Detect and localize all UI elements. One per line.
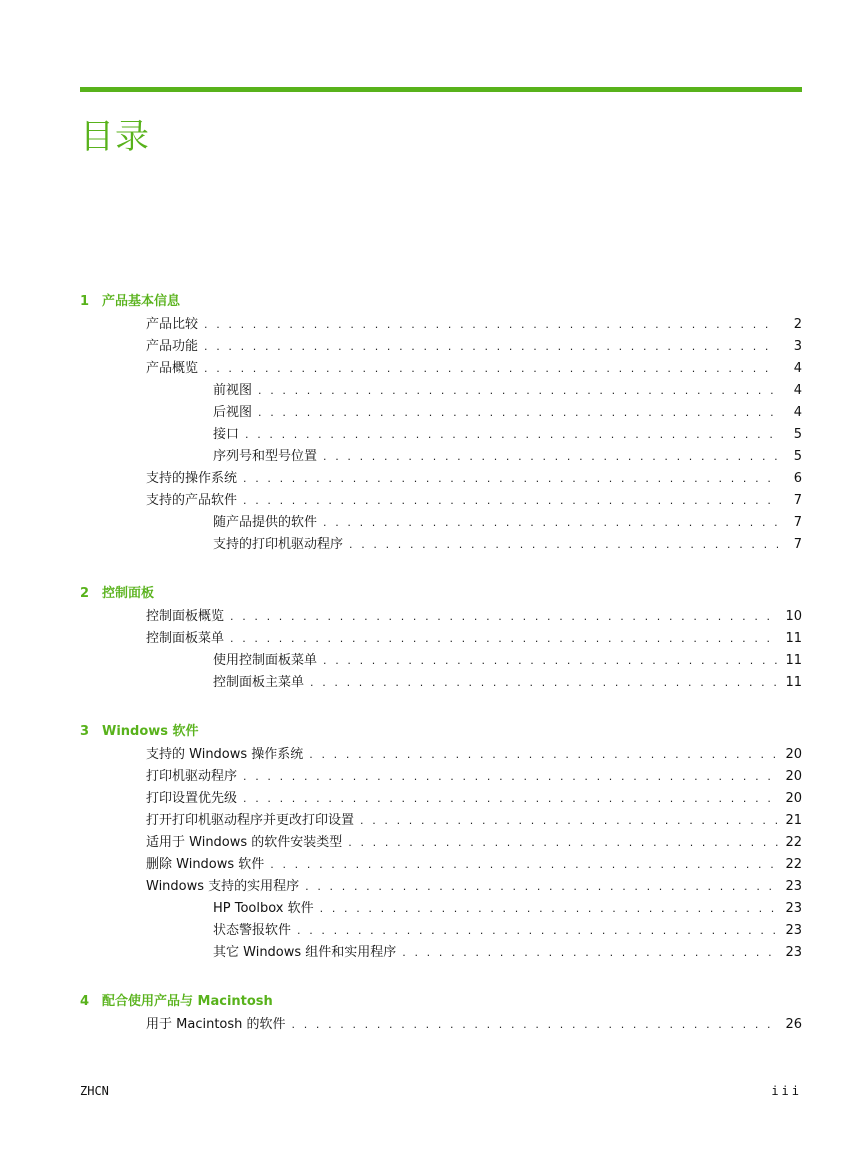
toc-entry-title: 用于 Macintosh 的软件 bbox=[146, 1017, 286, 1032]
dot-leader bbox=[245, 424, 778, 446]
dot-leader bbox=[204, 336, 778, 358]
toc-entry[interactable] bbox=[146, 788, 802, 810]
dot-leader bbox=[349, 534, 778, 556]
dot-leader bbox=[258, 402, 778, 424]
toc-entry-page: 11 bbox=[785, 675, 802, 690]
toc-entry-page: 10 bbox=[785, 609, 802, 624]
toc-entry[interactable] bbox=[213, 650, 802, 672]
toc-entry-title: 接口 bbox=[213, 427, 240, 442]
chapter-heading[interactable] bbox=[80, 290, 868, 314]
toc-entry[interactable] bbox=[146, 358, 802, 380]
dot-leader bbox=[243, 788, 778, 810]
toc-entry[interactable] bbox=[146, 810, 802, 832]
dot-leader bbox=[230, 606, 778, 628]
toc-entry[interactable] bbox=[213, 380, 802, 402]
chapter-heading[interactable] bbox=[80, 990, 868, 1014]
toc-entry[interactable] bbox=[146, 744, 802, 766]
toc-entry-title: 支持的产品软件 bbox=[146, 493, 238, 508]
toc-entry[interactable] bbox=[213, 534, 802, 556]
toc-entry-title: 其它 Windows 组件和实用程序 bbox=[213, 945, 397, 960]
toc-entry[interactable] bbox=[146, 1014, 802, 1036]
toc-entry-page: 22 bbox=[785, 857, 802, 872]
toc-entry-title: 产品概览 bbox=[146, 361, 199, 376]
toc-entry[interactable] bbox=[146, 490, 802, 512]
toc-entry-page: 20 bbox=[785, 791, 802, 806]
toc-entry[interactable] bbox=[146, 766, 802, 788]
toc-chapter bbox=[0, 582, 868, 694]
chapter-heading[interactable] bbox=[80, 720, 868, 744]
dot-leader bbox=[323, 446, 778, 468]
toc-entry[interactable] bbox=[213, 672, 802, 694]
footer-locale: ZHCN bbox=[80, 1084, 109, 1098]
toc-entry-page: 23 bbox=[785, 901, 802, 916]
toc-entry[interactable] bbox=[213, 424, 802, 446]
toc-entry-page: 23 bbox=[785, 923, 802, 938]
chapter-heading[interactable] bbox=[80, 582, 868, 606]
chapter-title: 配合使用产品与 Macintosh bbox=[102, 994, 273, 1009]
dot-leader bbox=[309, 744, 778, 766]
toc-chapter bbox=[0, 990, 868, 1036]
toc-entry-page: 23 bbox=[785, 879, 802, 894]
footer-page-number: iii bbox=[771, 1084, 802, 1098]
toc-entry[interactable] bbox=[146, 832, 802, 854]
toc-entry-page: 7 bbox=[793, 537, 802, 552]
toc-entry-title: 打印设置优先级 bbox=[146, 791, 238, 806]
toc-entry[interactable] bbox=[146, 876, 802, 898]
toc-entry-title: 支持的 Windows 操作系统 bbox=[146, 747, 304, 762]
toc-entry-page: 20 bbox=[785, 747, 802, 762]
toc-entry[interactable] bbox=[146, 628, 802, 650]
toc-entry-page: 5 bbox=[793, 427, 802, 442]
toc-entry-page: 21 bbox=[785, 813, 802, 828]
chapter-number: 3 bbox=[80, 724, 90, 739]
toc-entry-title: 适用于 Windows 的软件安装类型 bbox=[146, 835, 343, 850]
dot-leader bbox=[204, 358, 778, 380]
toc-entry[interactable] bbox=[146, 314, 802, 336]
toc-entry[interactable] bbox=[146, 606, 802, 628]
toc-chapter bbox=[0, 720, 868, 964]
toc-entry-title: 控制面板主菜单 bbox=[213, 675, 305, 690]
toc-entry[interactable] bbox=[213, 512, 802, 534]
toc-entry-page: 11 bbox=[785, 631, 802, 646]
dot-leader bbox=[243, 766, 778, 788]
toc-entry[interactable] bbox=[213, 942, 802, 964]
toc-entry[interactable] bbox=[213, 446, 802, 468]
dot-leader bbox=[323, 512, 778, 534]
toc-entry-page: 20 bbox=[785, 769, 802, 784]
toc-entry[interactable] bbox=[213, 898, 802, 920]
dot-leader bbox=[402, 942, 778, 964]
dot-leader bbox=[305, 876, 778, 898]
chapter-number: 2 bbox=[80, 586, 90, 601]
toc-entry-title: 前视图 bbox=[213, 383, 253, 398]
toc-entry-page: 6 bbox=[793, 471, 802, 486]
dot-leader bbox=[310, 672, 778, 694]
dot-leader bbox=[360, 810, 778, 832]
page-title: 目录 bbox=[80, 116, 150, 157]
toc-entry[interactable] bbox=[146, 854, 802, 876]
chapter-number: 4 bbox=[80, 994, 90, 1009]
dot-leader bbox=[320, 898, 778, 920]
dot-leader bbox=[243, 468, 778, 490]
toc-entry-page: 23 bbox=[785, 945, 802, 960]
toc-entry-title: HP Toolbox 软件 bbox=[213, 901, 314, 916]
dot-leader bbox=[297, 920, 778, 942]
toc-entry-page: 5 bbox=[793, 449, 802, 464]
chapter-number: 1 bbox=[80, 294, 90, 309]
toc-entry-title: 产品比较 bbox=[146, 317, 199, 332]
toc-entry-title: 产品功能 bbox=[146, 339, 199, 354]
toc-entry[interactable] bbox=[146, 336, 802, 358]
toc-entry-title: 随产品提供的软件 bbox=[213, 515, 318, 530]
toc-entry-page: 4 bbox=[793, 405, 802, 420]
toc-entry-page: 7 bbox=[793, 515, 802, 530]
dot-leader bbox=[258, 380, 778, 402]
dot-leader bbox=[204, 314, 778, 336]
toc-entry[interactable] bbox=[213, 920, 802, 942]
toc-entry-page: 2 bbox=[793, 317, 802, 332]
toc-entry-page: 4 bbox=[793, 361, 802, 376]
toc-chapter bbox=[0, 290, 868, 556]
toc-entry-title: 序列号和型号位置 bbox=[213, 449, 318, 464]
toc-entry-title: Windows 支持的实用程序 bbox=[146, 879, 300, 894]
toc-entry-title: 删除 Windows 软件 bbox=[146, 857, 265, 872]
toc-entry-title: 后视图 bbox=[213, 405, 253, 420]
toc-entry-page: 26 bbox=[785, 1017, 802, 1032]
toc-entry-title: 支持的打印机驱动程序 bbox=[213, 537, 344, 552]
toc-entry-title: 状态警报软件 bbox=[213, 923, 292, 938]
toc-entry-title: 控制面板概览 bbox=[146, 609, 225, 624]
title-rule bbox=[80, 87, 802, 92]
toc-entry[interactable] bbox=[146, 468, 802, 490]
dot-leader bbox=[292, 1014, 778, 1036]
toc-entry-page: 7 bbox=[793, 493, 802, 508]
dot-leader bbox=[243, 490, 778, 512]
toc-entry-page: 4 bbox=[793, 383, 802, 398]
dot-leader bbox=[348, 832, 778, 854]
toc-entry-page: 22 bbox=[785, 835, 802, 850]
toc-entry-title: 打印机驱动程序 bbox=[146, 769, 238, 784]
toc-entry-title: 使用控制面板菜单 bbox=[213, 653, 318, 668]
toc-entry-page: 11 bbox=[785, 653, 802, 668]
dot-leader bbox=[323, 650, 778, 672]
dot-leader bbox=[270, 854, 778, 876]
toc-entry[interactable] bbox=[213, 402, 802, 424]
chapter-title: 产品基本信息 bbox=[102, 294, 181, 309]
chapter-title: 控制面板 bbox=[102, 586, 155, 601]
toc-entry-title: 打开打印机驱动程序并更改打印设置 bbox=[146, 813, 355, 828]
dot-leader bbox=[230, 628, 778, 650]
toc-entry-title: 控制面板菜单 bbox=[146, 631, 225, 646]
table-of-contents bbox=[0, 290, 868, 1062]
chapter-title: Windows 软件 bbox=[102, 724, 199, 739]
toc-entry-title: 支持的操作系统 bbox=[146, 471, 238, 486]
toc-entry-page: 3 bbox=[793, 339, 802, 354]
